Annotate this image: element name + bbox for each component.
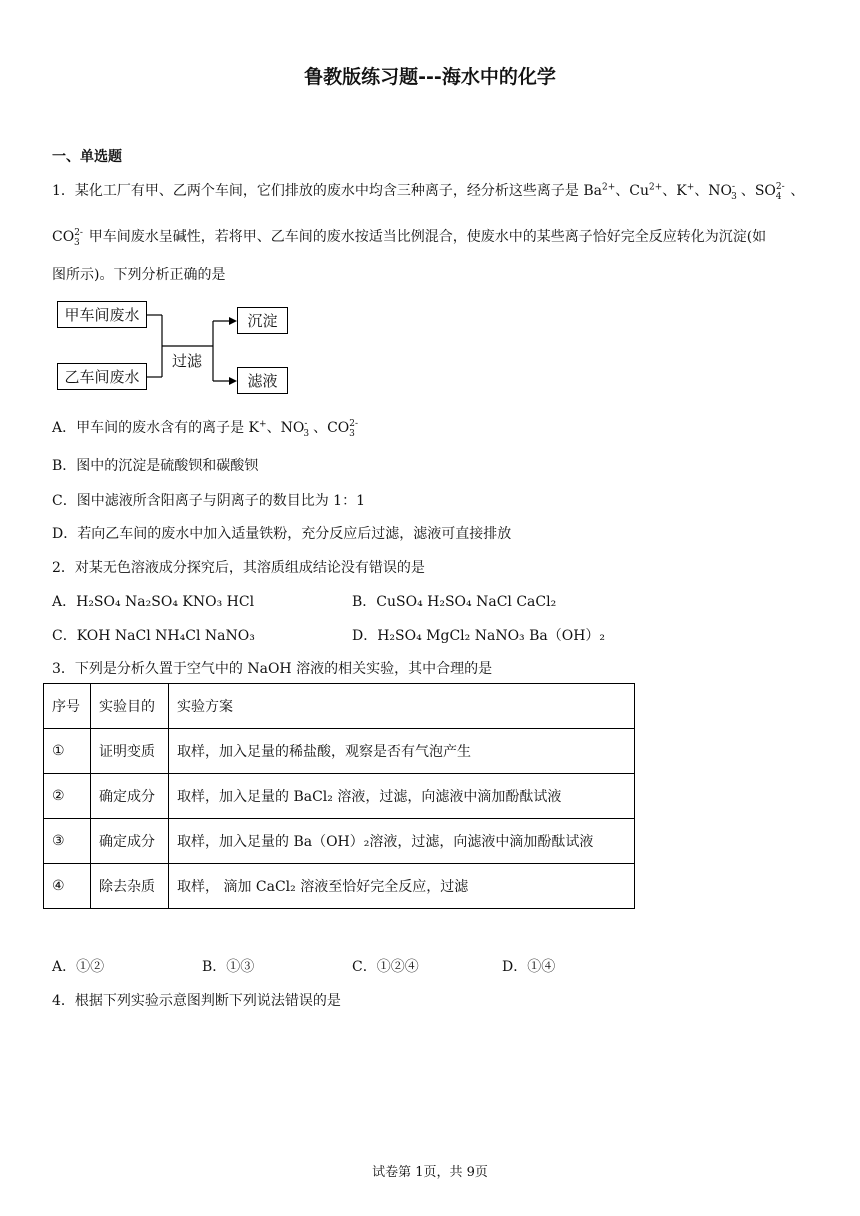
ion-charge: -$_3$ bbox=[731, 182, 737, 202]
q1-option-a[interactable] bbox=[52, 417, 364, 439]
ion-text: CO bbox=[52, 229, 75, 245]
table-cell: ④ bbox=[44, 864, 91, 909]
table-cell: 取样， 滴加 CaCl₂ 溶液至恰好完全反应，过滤 bbox=[169, 864, 635, 909]
ion-charge: -$_3$ bbox=[303, 419, 310, 439]
table-row bbox=[44, 864, 635, 909]
header-cell: 实验方案 bbox=[169, 684, 635, 729]
ion-text: 、NO bbox=[694, 183, 733, 199]
ion-text: 、K bbox=[662, 183, 687, 199]
table-cell: ② bbox=[44, 774, 91, 819]
ion-charge: $^{2-}_3$ bbox=[349, 419, 359, 439]
label-filter: 过滤 bbox=[172, 352, 203, 370]
section-heading: 一、单选题 bbox=[52, 149, 122, 165]
q1-option-c[interactable]: C．图中滤液所含阳离子与阴离子的数目比为 1：1 bbox=[52, 493, 365, 509]
table-row bbox=[44, 819, 635, 864]
table-row bbox=[44, 774, 635, 819]
table-cell: 取样，加入足量的稀盐酸，观察是否有气泡产生 bbox=[169, 729, 635, 774]
q2-option-d[interactable]: D．H₂SO₄ MgCl₂ NaNO₃ Ba（OH）₂ bbox=[352, 628, 606, 644]
table-cell: 证明变质 bbox=[91, 729, 169, 774]
ion-text: 、CO bbox=[313, 420, 350, 436]
table-cell: ③ bbox=[44, 819, 91, 864]
table-cell: 取样，加入足量的 Ba（OH）₂溶液，过滤，向滤液中滴加酚酞试液 bbox=[169, 819, 635, 864]
page-title: 鲁教版练习题---海水中的化学 bbox=[304, 66, 556, 88]
q1-option-d[interactable]: D．若向乙车间的废水中加入适量铁粉，充分反应后过滤，滤液可直接排放 bbox=[52, 526, 512, 542]
table-cell: ① bbox=[44, 729, 91, 774]
table-cell: 确定成分 bbox=[91, 774, 169, 819]
box-precipitate: 沉淀 bbox=[237, 307, 288, 334]
ion-charge: $^{2-}_3$ bbox=[73, 228, 83, 248]
q2-option-b[interactable]: B．CuSO₄ H₂SO₄ NaCl CaCl₂ bbox=[352, 594, 557, 610]
ion-text: 、SO bbox=[740, 183, 776, 199]
q1-option-b[interactable]: B．图中的沉淀是硫酸钡和碳酸钡 bbox=[52, 458, 259, 474]
q1-line3: 图所示)。下列分析正确的是 bbox=[52, 267, 226, 283]
q2-option-a[interactable]: A．H₂SO₄ Na₂SO₄ KNO₃ HCl bbox=[52, 594, 255, 610]
q3-option-b[interactable]: B．①③ bbox=[202, 959, 255, 975]
q3-stem: 3．下列是分析久置于空气中的 NaOH 溶液的相关实验，其中合理的是 bbox=[52, 661, 493, 677]
ion-text: 、 bbox=[790, 183, 805, 199]
box-filtrate: 滤液 bbox=[237, 367, 288, 394]
q1-line2-text: 甲车间废水呈碱性，若将甲、乙车间的废水按适当比例混合，使废水中的某些离子恰好完全反应转化为沉淀(如 bbox=[88, 229, 767, 245]
box-jia-wastewater: 甲车间废水 bbox=[57, 301, 147, 328]
ion-charge: + bbox=[259, 419, 267, 430]
diagram-lines bbox=[0, 0, 300, 400]
page-footer: 试卷第 1页，共 9页 bbox=[372, 1165, 488, 1180]
table-cell: 确定成分 bbox=[91, 819, 169, 864]
ion-charge: + bbox=[686, 182, 695, 193]
ion-charge: $^{2-}_4$ bbox=[775, 182, 785, 202]
ion-text: 、NO bbox=[266, 420, 305, 436]
table-row bbox=[44, 729, 635, 774]
q2-stem: 2．对某无色溶液成分探究后，其溶质组成结论没有错误的是 bbox=[52, 560, 425, 576]
ion-charge: 2+ bbox=[602, 182, 616, 193]
table-header-row bbox=[44, 684, 635, 729]
q2-option-c[interactable]: C．KOH NaCl NH₄Cl NaNO₃ bbox=[52, 628, 255, 644]
header-cell: 实验目的 bbox=[91, 684, 169, 729]
q3-option-d[interactable]: D．①④ bbox=[502, 959, 556, 975]
experiment-table bbox=[43, 683, 635, 909]
table-cell: 取样，加入足量的 BaCl₂ 溶液，过滤，向滤液中滴加酚酞试液 bbox=[169, 774, 635, 819]
header-cell: 序号 bbox=[44, 684, 91, 729]
q3-option-a[interactable]: A．①② bbox=[52, 959, 105, 975]
box-yi-wastewater: 乙车间废水 bbox=[57, 363, 147, 390]
ion-charge: 2+ bbox=[649, 182, 663, 193]
q1-line1-text: 1．某化工厂有甲、乙两个车间，它们排放的废水中均含三种离子，经分析这些离子是 Ba bbox=[52, 183, 602, 199]
table-cell: 除去杂质 bbox=[91, 864, 169, 909]
ion-text: 、Cu bbox=[615, 183, 650, 199]
q4-stem: 4．根据下列实验示意图判断下列说法错误的是 bbox=[52, 993, 341, 1009]
q3-option-c[interactable]: C．①②④ bbox=[352, 959, 419, 975]
option-text: A．甲车间的废水含有的离子是 K bbox=[52, 420, 260, 436]
